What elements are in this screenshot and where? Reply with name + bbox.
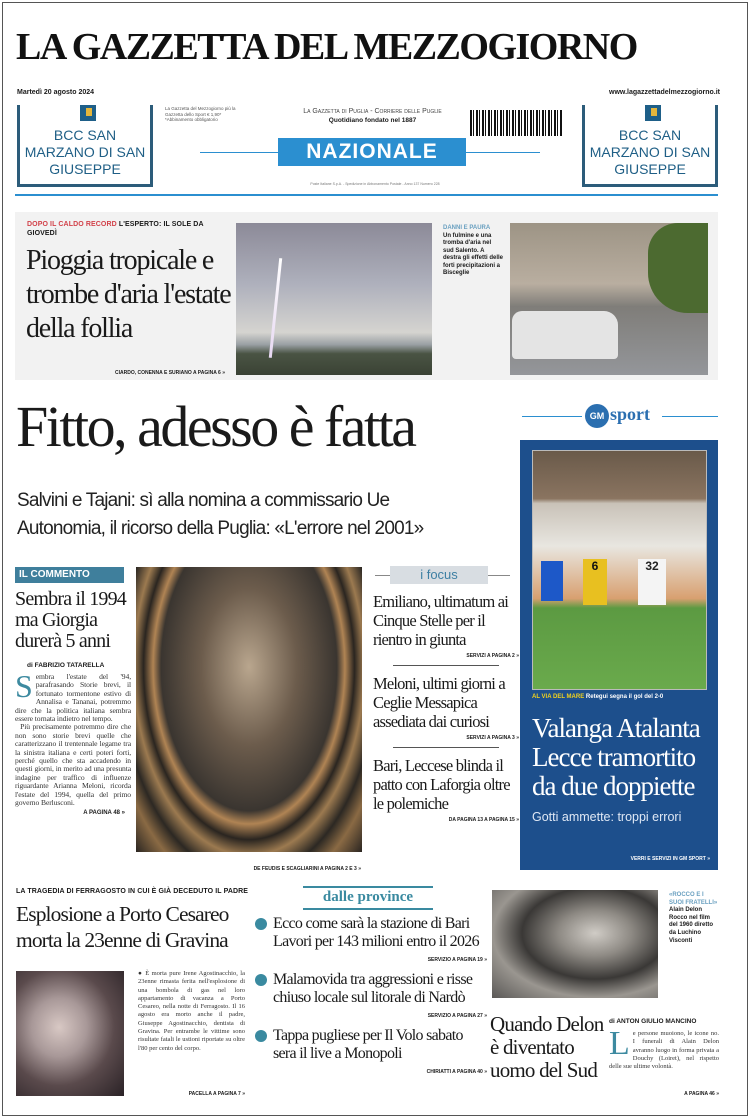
item-headline: Tappa pugliese per Il Volo sabato sera il live a Monopoli bbox=[273, 1027, 463, 1062]
delon-photo bbox=[492, 890, 658, 998]
imprint: Poste Italiane S.p.A. - Spedizione in Abbonamento Postale - Anno 137 Numero 228 bbox=[310, 182, 440, 186]
masthead-title: LA GAZZETTA DEL MEZZOGIORNO bbox=[16, 26, 637, 68]
barcode bbox=[470, 110, 562, 136]
bullet-icon bbox=[255, 974, 267, 986]
weather-headline[interactable]: Pioggia tropicale e trombe d'aria l'estate della follia bbox=[26, 245, 231, 344]
sport-logo: sport bbox=[610, 404, 650, 424]
sport-subhead: Gotti ammette: troppi errori bbox=[532, 810, 682, 824]
lead-headline[interactable]: Fitto, adesso è fatta bbox=[16, 394, 415, 459]
player-blue bbox=[541, 561, 563, 601]
edition-badge: NAZIONALE bbox=[278, 138, 466, 166]
province-label: dalle province bbox=[322, 889, 414, 905]
lead-subhead-1: Salvini e Tajani: sì alla nomina a commissario Ue bbox=[17, 490, 390, 511]
focus-item-1[interactable]: Emiliano, ultimatum ai Cinque Stelle per il rientro in giunta bbox=[373, 592, 509, 649]
commento-headline[interactable]: Sembra il 1994 ma Giorgia durerà 5 anni bbox=[15, 588, 127, 652]
lead-subhead-2: Autonomia, il ricorso della Puglia: «L'errore nel 2001» bbox=[17, 518, 424, 539]
kicker-text: L'ESPERTO: IL SOLE DA GIOVEDÌ bbox=[27, 221, 204, 237]
caption-text: Alain Delon Rocco nel film del 1960 diretto da Luchino Visconti bbox=[669, 907, 714, 944]
sport-ref[interactable]: VERRI E SERVIZI IN GM SPORT » bbox=[630, 856, 710, 862]
lightning-bolt bbox=[269, 258, 282, 358]
focus-divider bbox=[393, 665, 499, 666]
province-item-3[interactable] bbox=[273, 1027, 487, 1063]
lightning-photo bbox=[236, 223, 432, 375]
gm-logo-icon: GM bbox=[585, 404, 609, 428]
bullet-icon bbox=[255, 1030, 267, 1042]
commento-label: IL COMMENTO bbox=[15, 567, 124, 583]
parliament-photo bbox=[136, 567, 362, 852]
province-list bbox=[273, 915, 487, 1075]
province-rule-bottom bbox=[303, 908, 433, 910]
province-ref-3[interactable]: CHIRIATTI A PAGINA 40 » bbox=[426, 1069, 487, 1075]
focus-divider bbox=[393, 747, 499, 748]
ad-text: BCC SAN MARZANO DI SAN GIUSEPPE bbox=[589, 127, 711, 177]
focus-item-3[interactable]: Bari, Leccese blinda il patto con Laforgia oltre le polemiche bbox=[373, 756, 510, 813]
lead-photo-ref[interactable]: DE FEUDIS E SCAGLIARINI A PAGINA 2 E 3 » bbox=[253, 866, 361, 872]
item-headline: Ecco come sarà la stazione di Bari Lavori per 143 milioni entro il 2026 bbox=[273, 915, 479, 950]
issue-date: Martedì 20 agosto 2024 bbox=[17, 89, 95, 96]
tree-shape bbox=[648, 223, 708, 313]
sport-rule-left bbox=[522, 416, 582, 417]
player-lecce: 6 bbox=[583, 559, 607, 605]
sport-rule-right bbox=[662, 416, 718, 417]
football-photo bbox=[532, 450, 707, 690]
ad-text: BCC SAN MARZANO DI SAN GIUSEPPE bbox=[24, 127, 146, 177]
website-url[interactable]: www.lagazzettadelmezzogiorno.it bbox=[609, 89, 720, 96]
commento-ref[interactable]: A PAGINA 48 » bbox=[83, 809, 125, 816]
caption-title: DANNI E PAURA bbox=[443, 225, 491, 231]
body-text: e persone muoiono, le icone no. I funerali di Alain Delon avranno luogo in forma privata a Douchy (Loiret), nel rispetto delle sue ultime volontà. bbox=[609, 1030, 719, 1071]
player-white: 32 bbox=[638, 559, 666, 605]
commento-byline: di FABRIZIO TATARELLA bbox=[27, 662, 105, 669]
focus-ref-3[interactable]: DA PAGINA 13 A PAGINA 15 » bbox=[448, 817, 519, 823]
bcc-logo-icon bbox=[643, 103, 663, 123]
body-para-2: Più precisamente potremmo dire che non sono storie brevi quelle che caratterizzano il trentennale legame tra la sinistra italiana e certi poteri forti, perché quello che sta accadendo in questi giorni, in merito ad una presunta indagine per traffico di influenze riguardante Arianna Meloni, ricorda l'estate del 1994, quella del primo governo Berlusconi. bbox=[15, 722, 131, 808]
founded-line: Quotidiano fondato nel 1887 bbox=[328, 117, 417, 124]
sport-kicker bbox=[532, 694, 710, 700]
body-para-1: embra l'estate del '94, parafrasando Storie brevi, il fortunato tormentone estivo di Annalisa e Tananai, potremmo dire che la politica italiana sembra essere tornata indietro nel tempo. bbox=[15, 672, 131, 724]
caption-text: Un fulmine e una tromba d'aria nel sud Salento. A destra gli effetti delle forti precipitazioni a Bisceglie bbox=[443, 232, 504, 276]
bcc-logo-icon bbox=[78, 103, 98, 123]
kicker-text: Retegui segna il gol del 2-0 bbox=[585, 694, 664, 700]
focus-ref-1[interactable]: SERVIZI A PAGINA 2 » bbox=[466, 653, 519, 659]
sport-headline[interactable]: Valanga Atalanta Lecce tramortito da due doppiette bbox=[532, 713, 700, 801]
province-ref-2[interactable]: SERVIZIO A PAGINA 27 » bbox=[427, 1013, 487, 1019]
delon-headline[interactable]: Quando Delon è diventato uomo del Sud bbox=[490, 1012, 604, 1082]
caption-title: «ROCCO E I SUOI FRATELLI» bbox=[669, 892, 718, 906]
drop-cap: S bbox=[15, 668, 33, 704]
masthead-subtitle: La Gazzetta di Puglia - Corriere delle Puglie bbox=[303, 108, 442, 115]
bullet-icon bbox=[255, 918, 267, 930]
province-ref-1[interactable]: SERVIZIO A PAGINA 19 » bbox=[427, 957, 487, 963]
cesareo-body: ● È morta pure Irene Agostinacchio, la 23enne rimasta ferita nell'esplosione di una bombola di gas nel loro appartamento di vacanza a Porto Cesareo, nella notte di Ferragosto. Il 16 agosto era morto anche il padre, Giuseppe Agostinacchio, dentista di Gravina. Per entrambe le vittime sono risultate fatali le ustioni riportate su oltre l'80 per cento del corpo. bbox=[138, 970, 245, 1052]
victim-photo bbox=[16, 971, 124, 1096]
weather-caption bbox=[443, 225, 503, 278]
province-item-1[interactable] bbox=[273, 915, 487, 951]
ad-bcc-left[interactable] bbox=[17, 105, 153, 187]
masthead-rule bbox=[15, 194, 718, 196]
focus-list bbox=[373, 592, 519, 823]
kicker-red: DOPO IL CALDO RECORD bbox=[27, 221, 117, 228]
focus-label: i focus bbox=[390, 566, 488, 584]
delon-byline: di ANTON GIULIO MANCINO bbox=[609, 1018, 697, 1025]
cesareo-ref[interactable]: PACELLA A PAGINA 7 » bbox=[188, 1091, 245, 1097]
focus-ref-2[interactable]: SERVIZI A PAGINA 3 » bbox=[466, 735, 519, 741]
focus-item-2[interactable]: Meloni, ultimi giorni a Ceglie Messapica assediata dai curiosi bbox=[373, 674, 505, 731]
province-rule-top bbox=[303, 886, 433, 888]
flood-photo bbox=[510, 223, 708, 375]
price-note: La Gazzetta del Mezzogiorno più la Gazzetta dello Sport € 1,90* *Abbinamento obbligatorio bbox=[165, 106, 236, 122]
item-headline: Malamovida tra aggressioni e risse chiuso locale sul litorale di Nardò bbox=[273, 971, 473, 1006]
delon-ref[interactable]: A PAGINA 46 » bbox=[684, 1091, 719, 1097]
weather-kicker bbox=[27, 220, 231, 238]
cesareo-headline[interactable]: Esplosione a Porto Cesareo morta la 23enne di Gravina bbox=[16, 902, 229, 952]
kicker-yellow: AL VIA DEL MARE bbox=[532, 694, 585, 700]
commento-column bbox=[15, 567, 131, 816]
weather-ref[interactable]: CIARDO, CONENNA E SURIANO A PAGINA 6 » bbox=[114, 370, 225, 376]
cesareo-kicker: LA TRAGEDIA DI FERRAGOSTO IN CUI È GIÀ DECEDUTO IL PADRE bbox=[16, 888, 249, 895]
commento-body bbox=[15, 668, 131, 808]
drop-cap: L bbox=[609, 1025, 630, 1062]
delon-body bbox=[609, 1025, 719, 1071]
car-shape bbox=[512, 311, 618, 359]
province-item-2[interactable] bbox=[273, 971, 487, 1007]
ad-bcc-right[interactable] bbox=[582, 105, 718, 187]
delon-caption bbox=[669, 892, 719, 945]
